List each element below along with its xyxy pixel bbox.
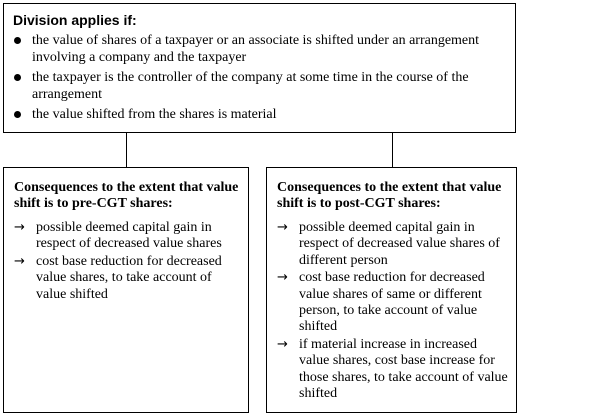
arrow-right-icon: → (277, 336, 288, 352)
bullet-icon (14, 37, 21, 44)
consequence-item (14, 254, 240, 303)
conditions-list (13, 32, 506, 123)
consequence-item (277, 337, 508, 403)
consequence-text: if material increase in increased value shares, cost base increase for those shares, to take account of value shifted (299, 336, 508, 402)
connector-line-left (126, 133, 127, 167)
condition-text: the value shifted from the shares is material (32, 107, 277, 122)
condition-item (13, 69, 506, 103)
conditions-heading: Division applies if: (13, 12, 137, 28)
condition-item (13, 106, 506, 123)
arrow-right-icon: → (14, 220, 25, 235)
post-cgt-heading: Consequences to the extent that value shift is to post-CGT shares: (277, 180, 502, 211)
conditions-box (3, 3, 516, 133)
pre-cgt-heading: Consequences to the extent that value shift is to pre-CGT shares: (14, 180, 239, 211)
consequence-text: cost base reduction for decreased value shares, to take account of value shifted (36, 253, 222, 302)
consequence-item (277, 220, 508, 269)
bullet-icon (14, 74, 21, 81)
arrow-right-icon: → (277, 220, 288, 235)
arrow-right-icon: → (277, 270, 288, 286)
consequence-text: possible deemed capital gain in respect of decreased value shares of different person (299, 220, 500, 268)
consequence-item (277, 270, 508, 336)
consequence-item (14, 220, 240, 253)
post-cgt-consequences-box (266, 167, 517, 413)
consequence-text: cost base reduction for decreased value shares of same or different person, to take account of value shifted (299, 270, 485, 335)
bullet-icon (14, 111, 21, 118)
arrow-right-icon: → (14, 253, 25, 269)
connector-line-right (392, 133, 393, 167)
pre-cgt-consequences-box (3, 167, 249, 413)
condition-text: the taxpayer is the controller of the company at some time in the course of the arrangement (32, 70, 469, 102)
post-cgt-list (277, 220, 508, 402)
condition-text: the value of shares of a taxpayer or an associate is shifted under an arrangement involving a company and the taxpayer (32, 33, 480, 65)
condition-item (13, 32, 506, 66)
consequence-text: possible deemed capital gain in respect of decreased value shares (36, 220, 222, 252)
pre-cgt-list (14, 220, 240, 303)
